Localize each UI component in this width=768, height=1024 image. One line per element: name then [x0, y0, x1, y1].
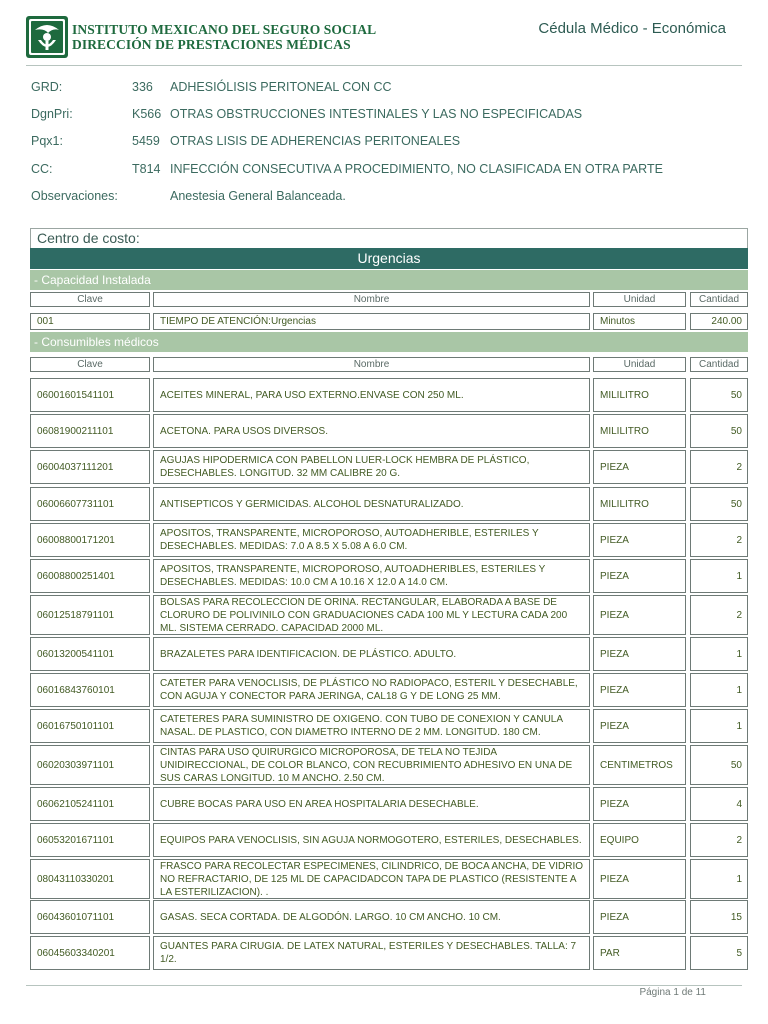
cell-clave: 06008800171201: [30, 523, 150, 557]
cell-cantidad: 2: [690, 823, 748, 857]
cell-clave: 001: [30, 313, 150, 330]
cell-nombre: CATETER PARA VENOCLISIS, DE PLÁSTICO NO RADIOPACO, ESTERIL Y DESECHABLE, CON AGUJA Y CONECTOR PARA JERINGA, CAL18 G Y DE LONG 25 MM.: [153, 673, 590, 707]
cell-cantidad: 2: [690, 595, 748, 635]
column-header-cantidad: Cantidad: [690, 292, 748, 307]
info-code: 336: [132, 80, 153, 94]
cell-clave: 06045603340201: [30, 936, 150, 970]
cell-clave: 06006607731101: [30, 487, 150, 521]
cell-cantidad: 50: [690, 414, 748, 448]
column-header-clave: Clave: [30, 357, 150, 372]
info-code: T814: [132, 162, 161, 176]
cell-nombre: CATETERES PARA SUMINISTRO DE OXIGENO. CON TUBO DE CONEXION Y CANULA NASAL. DE PLASTICO, CON DIAMETRO INTERNO DE 2 MM. LONGITUD. 180 CM.: [153, 709, 590, 743]
cell-cantidad: 1: [690, 673, 748, 707]
cell-cantidad: 2: [690, 450, 748, 484]
cell-clave: 08043110330201: [30, 859, 150, 899]
info-label: Observaciones:: [31, 189, 118, 203]
cell-cantidad: 1: [690, 859, 748, 899]
info-label: Pqx1:: [31, 134, 63, 148]
info-code: K566: [132, 107, 162, 121]
cell-unidad: MILILITRO: [593, 487, 686, 521]
cell-cantidad: 4: [690, 787, 748, 821]
section-capacidad-instalada-title: - Capacidad Instalada: [34, 273, 151, 287]
cell-clave: 06001601541101: [30, 378, 150, 412]
cell-unidad: MILILITRO: [593, 414, 686, 448]
info-desc: ADHESIÓLISIS PERITONEAL CON CC: [170, 80, 392, 94]
cell-cantidad: 2: [690, 523, 748, 557]
cell-cantidad: 50: [690, 745, 748, 785]
cell-cantidad: 50: [690, 487, 748, 521]
column-header-cantidad: Cantidad: [690, 357, 748, 372]
cell-nombre: APOSITOS, TRANSPARENTE, MICROPOROSO, AUTOADHERIBLE, ESTERILES Y DESECHABLES. MEDIDAS: 7.0 A 8.5 X 5.08 A 6.0 CM.: [153, 523, 590, 557]
cell-unidad: PIEZA: [593, 559, 686, 593]
cell-nombre: EQUIPOS PARA VENOCLISIS, SIN AGUJA NORMOGOTERO, ESTERILES, DESECHABLES.: [153, 823, 590, 857]
cell-clave: 06008800251401: [30, 559, 150, 593]
organization-name: [72, 22, 376, 52]
cell-unidad: PIEZA: [593, 709, 686, 743]
cell-clave: 06013200541101: [30, 637, 150, 671]
info-desc: OTRAS LISIS DE ADHERENCIAS PERITONEALES: [170, 134, 461, 148]
cell-nombre: TIEMPO DE ATENCIÓN:Urgencias: [153, 313, 590, 330]
page-number: Página 1 de 11: [639, 987, 706, 998]
column-header-nombre: Nombre: [153, 292, 590, 307]
cell-nombre: BOLSAS PARA RECOLECCION DE ORINA. RECTANGULAR, ELABORADA A BASE DE CLORURO DE POLIVINILO CON GRADUACIONES CADA 100 ML Y LECTURA CADA 200 ML. SISTEMA CERRADO. CAPACIDAD 2000 ML.: [153, 595, 590, 635]
cell-cantidad: 50: [690, 378, 748, 412]
cost-center-box: [30, 228, 748, 248]
page-header: [0, 0, 768, 66]
section-capacidad-instalada: [30, 270, 748, 290]
cell-nombre: CINTAS PARA USO QUIRURGICO MICROPOROSA, DE TELA NO TEJIDA UNIDIRECCIONAL, DE COLOR BLANCO, CON RECUBRIMIENTO ADHESIVO EN UNA DE SUS CARAS LONGITUD. 10 M ANCHO. 2.50 CM.: [153, 745, 590, 785]
cell-cantidad: 240.00: [690, 313, 748, 330]
cell-unidad: PIEZA: [593, 900, 686, 934]
cell-nombre: BRAZALETES PARA IDENTIFICACION. DE PLÁSTICO. ADULTO.: [153, 637, 590, 671]
organization-line-2: DIRECCIÓN DE PRESTACIONES MÉDICAS: [72, 37, 351, 52]
info-label: GRD:: [31, 80, 63, 94]
column-header-unidad: Unidad: [593, 357, 686, 372]
section-consumibles-medicos-title: - Consumibles médicos: [34, 335, 159, 349]
cell-unidad: PIEZA: [593, 523, 686, 557]
column-header-clave: Clave: [30, 292, 150, 307]
cell-unidad: PAR: [593, 936, 686, 970]
department-banner: Urgencias: [30, 248, 748, 269]
cell-nombre: ANTISEPTICOS Y GERMICIDAS. ALCOHOL DESNATURALIZADO.: [153, 487, 590, 521]
cell-unidad: Minutos: [593, 313, 686, 330]
header-divider: [26, 65, 742, 66]
cell-nombre: APOSITOS, TRANSPARENTE, MICROPOROSO, AUTOADHERIBLES, ESTERILES Y DESECHABLES. MEDIDAS: 10.0 CM A 10.16 X 12.0 A 14.0 CM.: [153, 559, 590, 593]
cell-clave: 06062105241101: [30, 787, 150, 821]
cell-clave: 06081900211101: [30, 414, 150, 448]
info-code: 5459: [132, 134, 160, 148]
cell-unidad: PIEZA: [593, 673, 686, 707]
cell-clave: 06020303971101: [30, 745, 150, 785]
info-desc: Anestesia General Balanceada.: [170, 189, 346, 203]
cell-unidad: PIEZA: [593, 787, 686, 821]
organization-line-1: INSTITUTO MEXICANO DEL SEGURO SOCIAL: [72, 22, 377, 37]
cell-nombre: FRASCO PARA RECOLECTAR ESPECIMENES, CILINDRICO, DE BOCA ANCHA, DE VIDRIO NO REFRACTARIO, DE 125 ML DE CAPACIDADCON TAPA DE PLASTICO (RESISTENTE A LA ESTERILIZACION). .: [153, 859, 590, 899]
document-title: Cédula Médico - Económica: [538, 20, 726, 37]
cell-cantidad: 1: [690, 637, 748, 671]
cell-unidad: PIEZA: [593, 637, 686, 671]
cell-nombre: ACEITES MINERAL, PARA USO EXTERNO.ENVASE CON 250 ML.: [153, 378, 590, 412]
cell-unidad: CENTIMETROS: [593, 745, 686, 785]
info-desc: INFECCIÓN CONSECUTIVA A PROCEDIMIENTO, NO CLASIFICADA EN OTRA PARTE: [170, 162, 663, 176]
cell-clave: 06053201671101: [30, 823, 150, 857]
info-desc: OTRAS OBSTRUCCIONES INTESTINALES Y LAS NO ESPECIFICADAS: [170, 107, 583, 121]
imss-eagle-logo-icon: [26, 16, 68, 58]
footer-divider: [26, 985, 742, 986]
cell-nombre: GASAS. SECA CORTADA. DE ALGODÓN. LARGO. 10 CM ANCHO. 10 CM.: [153, 900, 590, 934]
cell-nombre: GUANTES PARA CIRUGIA. DE LATEX NATURAL, ESTERILES Y DESECHABLES. TALLA: 7 1/2.: [153, 936, 590, 970]
cost-center-label: Centro de costo:: [37, 230, 140, 246]
cell-nombre: CUBRE BOCAS PARA USO EN AREA HOSPITALARIA DESECHABLE.: [153, 787, 590, 821]
cell-cantidad: 1: [690, 559, 748, 593]
cell-unidad: MILILITRO: [593, 378, 686, 412]
cell-unidad: PIEZA: [593, 859, 686, 899]
cell-clave: 06016750101101: [30, 709, 150, 743]
cell-clave: 06043601071101: [30, 900, 150, 934]
cell-cantidad: 5: [690, 936, 748, 970]
info-label: CC:: [31, 162, 53, 176]
info-label: DgnPri:: [31, 107, 73, 121]
cell-unidad: EQUIPO: [593, 823, 686, 857]
cell-clave: 06016843760101: [30, 673, 150, 707]
cell-unidad: PIEZA: [593, 450, 686, 484]
cell-clave: 06004037111201: [30, 450, 150, 484]
cell-nombre: ACETONA. PARA USOS DIVERSOS.: [153, 414, 590, 448]
cell-cantidad: 15: [690, 900, 748, 934]
column-header-nombre: Nombre: [153, 357, 590, 372]
section-consumibles-medicos: [30, 332, 748, 352]
cell-clave: 06012518791101: [30, 595, 150, 635]
cell-nombre: AGUJAS HIPODERMICA CON PABELLON LUER-LOCK HEMBRA DE PLÁSTICO, DESECHABLES. LONGITUD. 32 MM CALIBRE 20 G.: [153, 450, 590, 484]
cell-cantidad: 1: [690, 709, 748, 743]
cell-unidad: PIEZA: [593, 595, 686, 635]
column-header-unidad: Unidad: [593, 292, 686, 307]
